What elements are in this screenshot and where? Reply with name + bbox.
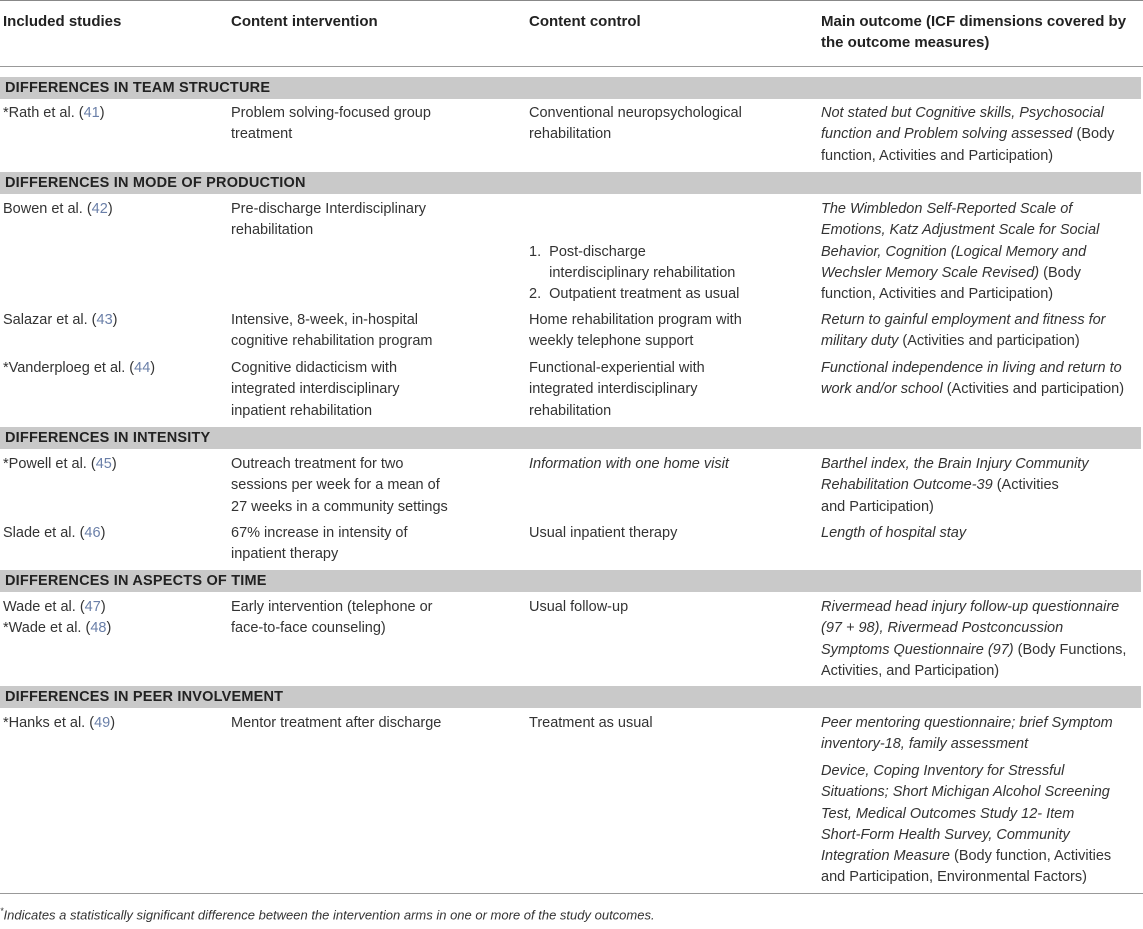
outcome-rath: Not stated but Cognitive skills, Psychosocial function and Problem solving assessed (Body function, Activities and Participation) (821, 105, 1115, 164)
section-peer-involvement: DIFFERENCES IN PEER INVOLVEMENT (0, 686, 1141, 708)
outcome-wade: Rivermead head injury follow-up questionnaire (97 + 98), Rivermead Postconcussion Symptoms Questionnaire (97) (Body Functions, Activities, and Participation) (821, 599, 1127, 679)
intervention-salazar: Intensive, 8-week, in-hospital cognitive rehabilitation program (231, 312, 433, 350)
outcome-vanderploeg: Functional independence in living and return to work and/or school (Activities and participation) (821, 360, 1125, 398)
intervention-bowen: Pre-discharge Interdisciplinary rehabilitation (231, 201, 427, 239)
ref-link[interactable]: 49 (94, 715, 111, 731)
header-main-outcome-line2: the outcome measures) (821, 34, 990, 51)
header-content-control: Content control (529, 13, 641, 30)
intervention-hanks: Mentor treatment after discharge (231, 715, 442, 731)
intervention-powell: Outreach treatment for two sessions per week for a mean of 27 weeks in a community settings (231, 456, 448, 515)
intervention-wade: Early intervention (telephone or face-to-face counseling) (231, 599, 433, 637)
intervention-vanderploeg: Cognitive didacticism with integrated interdisciplinary inpatient rehabilitation (231, 360, 400, 419)
header-main-outcome (821, 11, 1126, 53)
study-powell: *Powell et al. (45) (3, 456, 117, 472)
study-wade: Wade et al. (47) *Wade et al. (48) (3, 599, 112, 637)
header-included-studies: Included studies (3, 13, 122, 30)
intervention-rath: Problem solving-focused group treatment (231, 105, 431, 143)
table-footnote: *Indicates a statistically significant difference between the intervention arms in one or more of the study outcomes. (0, 906, 655, 923)
control-rath: Conventional neuropsychological rehabilitation (529, 105, 742, 143)
outcome-slade: Length of hospital stay (821, 525, 967, 541)
outcome-hanks-part2: Device, Coping Inventory for Stressful Situations; Short Michigan Alcohol Screening Test, Medical Outcomes Study 12- Item Short-Form Health Survey, Community Integration Measure (Body function, Activities and Participation, Environmental Factors) (821, 763, 1112, 886)
ref-link[interactable]: 43 (96, 312, 113, 328)
table-header (0, 0, 1143, 66)
control-slade: Usual inpatient therapy (529, 525, 678, 541)
ref-link[interactable]: 48 (90, 620, 107, 637)
section-intensity: DIFFERENCES IN INTENSITY (0, 427, 1141, 449)
control-hanks: Treatment as usual (529, 715, 653, 731)
outcome-powell: Barthel index, the Brain Injury Community Rehabilitation Outcome-39 (Activities and Participation) (821, 456, 1089, 515)
ref-link[interactable]: 42 (91, 201, 108, 217)
study-slade: Slade et al. (46) (3, 525, 106, 541)
study-bowen: Bowen et al. (42) (3, 201, 113, 217)
ref-link[interactable]: 44 (134, 360, 151, 376)
section-team-structure: DIFFERENCES IN TEAM STRUCTURE (0, 77, 1141, 99)
ref-link[interactable]: 47 (84, 599, 101, 615)
section-aspects-of-time: DIFFERENCES IN ASPECTS OF TIME (0, 570, 1141, 592)
outcome-salazar: Return to gainful employment and fitness for military duty (Activities and participation) (821, 312, 1106, 350)
study-vanderploeg: *Vanderploeg et al. (44) (3, 360, 156, 376)
control-salazar: Home rehabilitation program with weekly telephone support (529, 312, 742, 350)
study-salazar: Salazar et al. (43) (3, 312, 118, 328)
table-bottom-rule (0, 893, 1143, 894)
header-main-outcome-line1: Main outcome (ICF dimensions covered by (821, 13, 1127, 30)
study-hanks: *Hanks et al. (49) (3, 715, 116, 731)
control-wade: Usual follow-up (529, 599, 629, 615)
header-rule (0, 66, 1143, 67)
ref-link[interactable]: 45 (95, 456, 112, 472)
control-bowen: 1. Post-discharge interdisciplinary rehabilitation 2. Outpatient treatment as usual (529, 243, 740, 303)
outcome-hanks-part1: Peer mentoring questionnaire; brief Symptom inventory-18, family assessment (821, 715, 1113, 753)
study-rath: *Rath et al. (41) (3, 105, 105, 121)
control-vanderploeg: Functional-experiential with integrated interdisciplinary rehabilitation (529, 360, 705, 419)
header-content-intervention: Content intervention (231, 13, 378, 30)
control-powell: Information with one home visit (529, 456, 729, 472)
ref-link[interactable]: 41 (83, 105, 100, 121)
ref-link[interactable]: 46 (84, 525, 101, 541)
intervention-slade: 67% increase in intensity of inpatient therapy (231, 525, 408, 563)
section-mode-of-production: DIFFERENCES IN MODE OF PRODUCTION (0, 172, 1141, 194)
outcome-bowen: The Wimbledon Self-Reported Scale of Emotions, Katz Adjustment Scale for Social Behavior, Cognition (Logical Memory and Wechsler Memory Scale Revised) (Body function, Activities and Participation) (821, 201, 1100, 303)
